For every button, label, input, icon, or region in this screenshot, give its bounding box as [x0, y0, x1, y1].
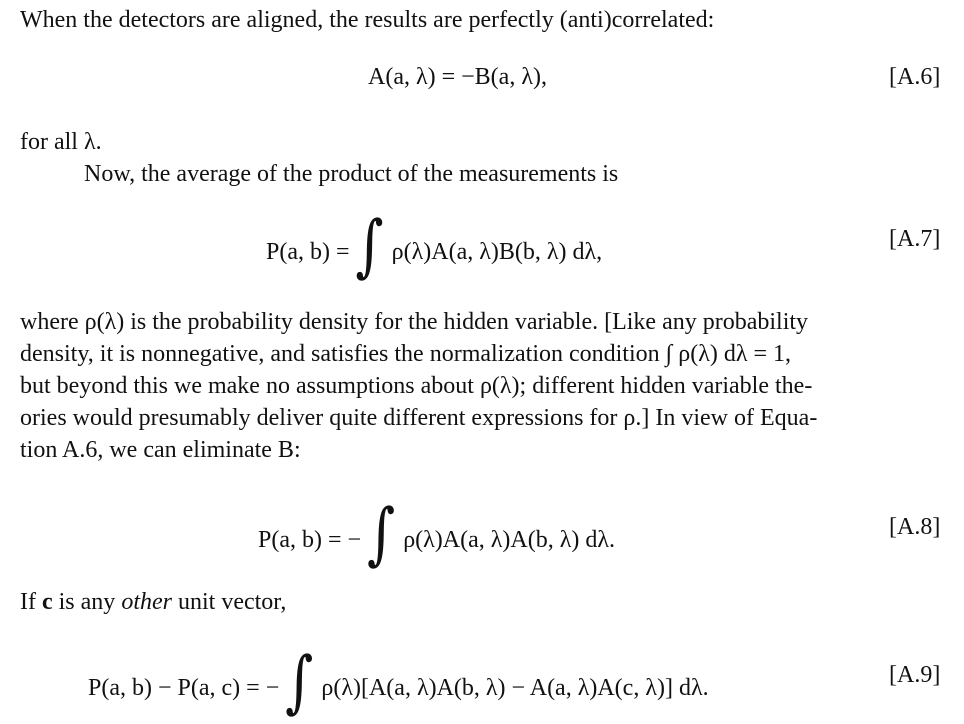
equation-a8-number: [A.8] — [889, 514, 941, 540]
equation-a8-integrand: ρ(λ)A(a, λ)A(b, λ) dλ. — [403, 527, 615, 553]
paragraph-for-all-lambda: for all λ. — [20, 129, 102, 155]
equation-a8-lhs: P(a, b) = − — [258, 527, 362, 553]
paragraph-average-product: Now, the average of the product of the measurements is — [84, 161, 619, 187]
paragraph-other-post: unit vector, — [171, 589, 287, 615]
equation-a7-lhs: P(a, b) = — [266, 239, 350, 265]
paragraph-other-mid: is any — [52, 589, 122, 615]
integral-sign: ∫ — [367, 494, 396, 573]
equation-a6 — [0, 52, 964, 112]
equation-a7-integrand: ρ(λ)A(a, λ)B(b, λ) dλ, — [391, 239, 603, 265]
equation-a6-number: [A.6] — [889, 64, 941, 90]
equation-a6-body: A(a, λ) = −B(a, λ), — [368, 64, 547, 90]
paragraph-aligned-detectors: When the detectors are aligned, the results are perfectly (anti)correlated: — [20, 7, 715, 33]
equation-a8 — [0, 494, 964, 573]
equation-a9 — [0, 642, 964, 721]
paragraph-probability-density-line5: tion A.6, we can eliminate B: — [20, 437, 301, 463]
paragraph-other-unit-vector — [20, 588, 286, 616]
integral-sign: ∫ — [285, 642, 314, 721]
equation-a7-number: [A.7] — [889, 226, 941, 252]
vector-c: c — [41, 589, 53, 615]
paragraph-other-pre: If — [20, 589, 42, 615]
emphasis-other: other — [121, 589, 172, 615]
paragraph-probability-density-line2: density, it is nonnegative, and satisfies the normalization condition ∫ ρ(λ) dλ = 1, — [20, 341, 791, 367]
equation-a7 — [0, 206, 964, 285]
equation-a9-integrand: ρ(λ)[A(a, λ)A(b, λ) − A(a, λ)A(c, λ)] dλ. — [321, 675, 709, 701]
paragraph-probability-density-line3: but beyond this we make no assumptions about ρ(λ); different hidden variable the- — [20, 373, 813, 399]
paragraph-probability-density-line4: ories would presumably deliver quite different expressions for ρ.] In view of Equa- — [20, 405, 818, 431]
equation-a9-lhs: P(a, b) − P(a, c) = − — [88, 675, 280, 701]
integral-sign: ∫ — [355, 206, 384, 285]
paragraph-probability-density-line1: where ρ(λ) is the probability density for the hidden variable. [Like any probability — [20, 309, 809, 335]
equation-a9-number: [A.9] — [889, 662, 941, 688]
